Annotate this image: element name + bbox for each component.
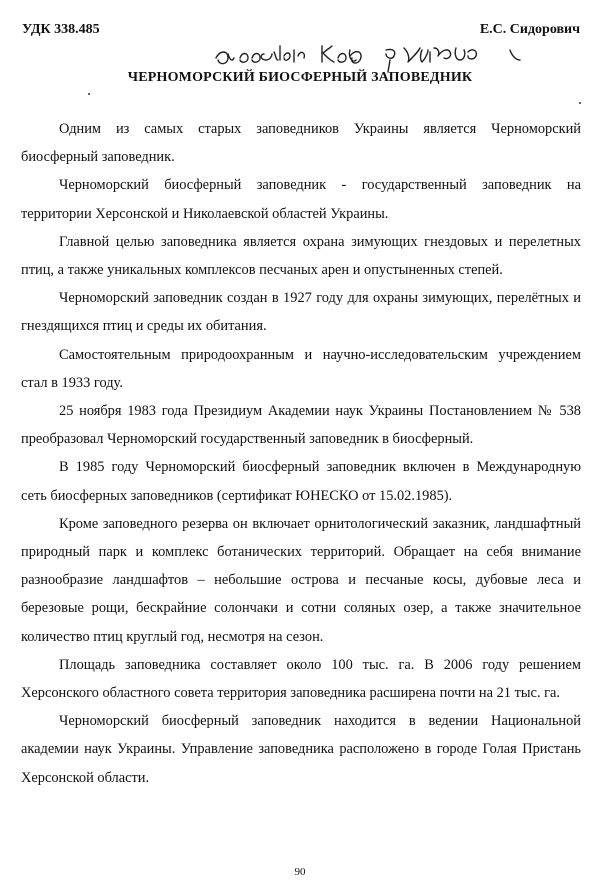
paragraph: Самостоятельным природоохранным и научно-исследовательским учреждением стал в 1933 году. <box>21 346 581 391</box>
paragraph: Черноморский биосферный заповедник - государственный заповедник на территории Херсонской и Николаевской областей Украины. <box>21 177 581 222</box>
article-body <box>21 115 581 792</box>
paragraph: 25 ноября 1983 года Президиум Академии наук Украины Постановлением № 538 преобразовал Черноморский государственный заповедник в биосферный. <box>21 403 581 448</box>
page-number: 90 <box>294 866 306 878</box>
scan-speck <box>579 102 581 104</box>
scan-speck <box>88 93 90 95</box>
paragraph: Черноморский биосферный заповедник находится в ведении Национальной академии наук Украины. Управление заповедника расположено в городе Голая Пристань Херсонской области. <box>21 713 581 786</box>
paragraph: В 1985 году Черноморский биосферный заповедник включен в Международную сеть биосферных заповедников (сертификат ЮНЕСКО от 15.02.1985). <box>21 459 581 504</box>
paragraph: Главной целью заповедника является охрана зимующих гнездовых и перелетных птиц, а также уникальных комплексов песчаных арен и опустыненных степей. <box>21 233 581 279</box>
article-title: ЧЕРНОМОРСКИЙ БИОСФЕРНЫЙ ЗАПОВЕДНИК <box>127 70 473 85</box>
author-name: Е.С. Сидорович <box>479 22 580 37</box>
paragraph: Площадь заповедника составляет около 100 тыс. га. В 2006 году решением Херсонского областного совета территория заповедника расширена почти на 21 тыс. га. <box>21 656 581 702</box>
paragraph: Кроме заповедного резерва он включает орнитологический заказник, ландшафтный природный парк и комплекс ботанических территорий. Обращает на себя внимание разнообразие ландшафтов – небольшие острова и песчаные косы, дубовые леса и березовые рощи, бескрайние солончаки и сотни соляных озер, а также значительное количество птиц круглый год, несмотря на сезон. <box>21 515 581 645</box>
paragraph: Одним из самых старых заповедников Украины является Черноморский биосферный заповедник. <box>21 121 581 166</box>
udk-code: УДК 338.485 <box>22 22 100 37</box>
paragraph: Черноморский заповедник создан в 1927 году для охраны зимующих, перелётных и гнездящихся птиц и среды их обитания. <box>21 290 581 335</box>
